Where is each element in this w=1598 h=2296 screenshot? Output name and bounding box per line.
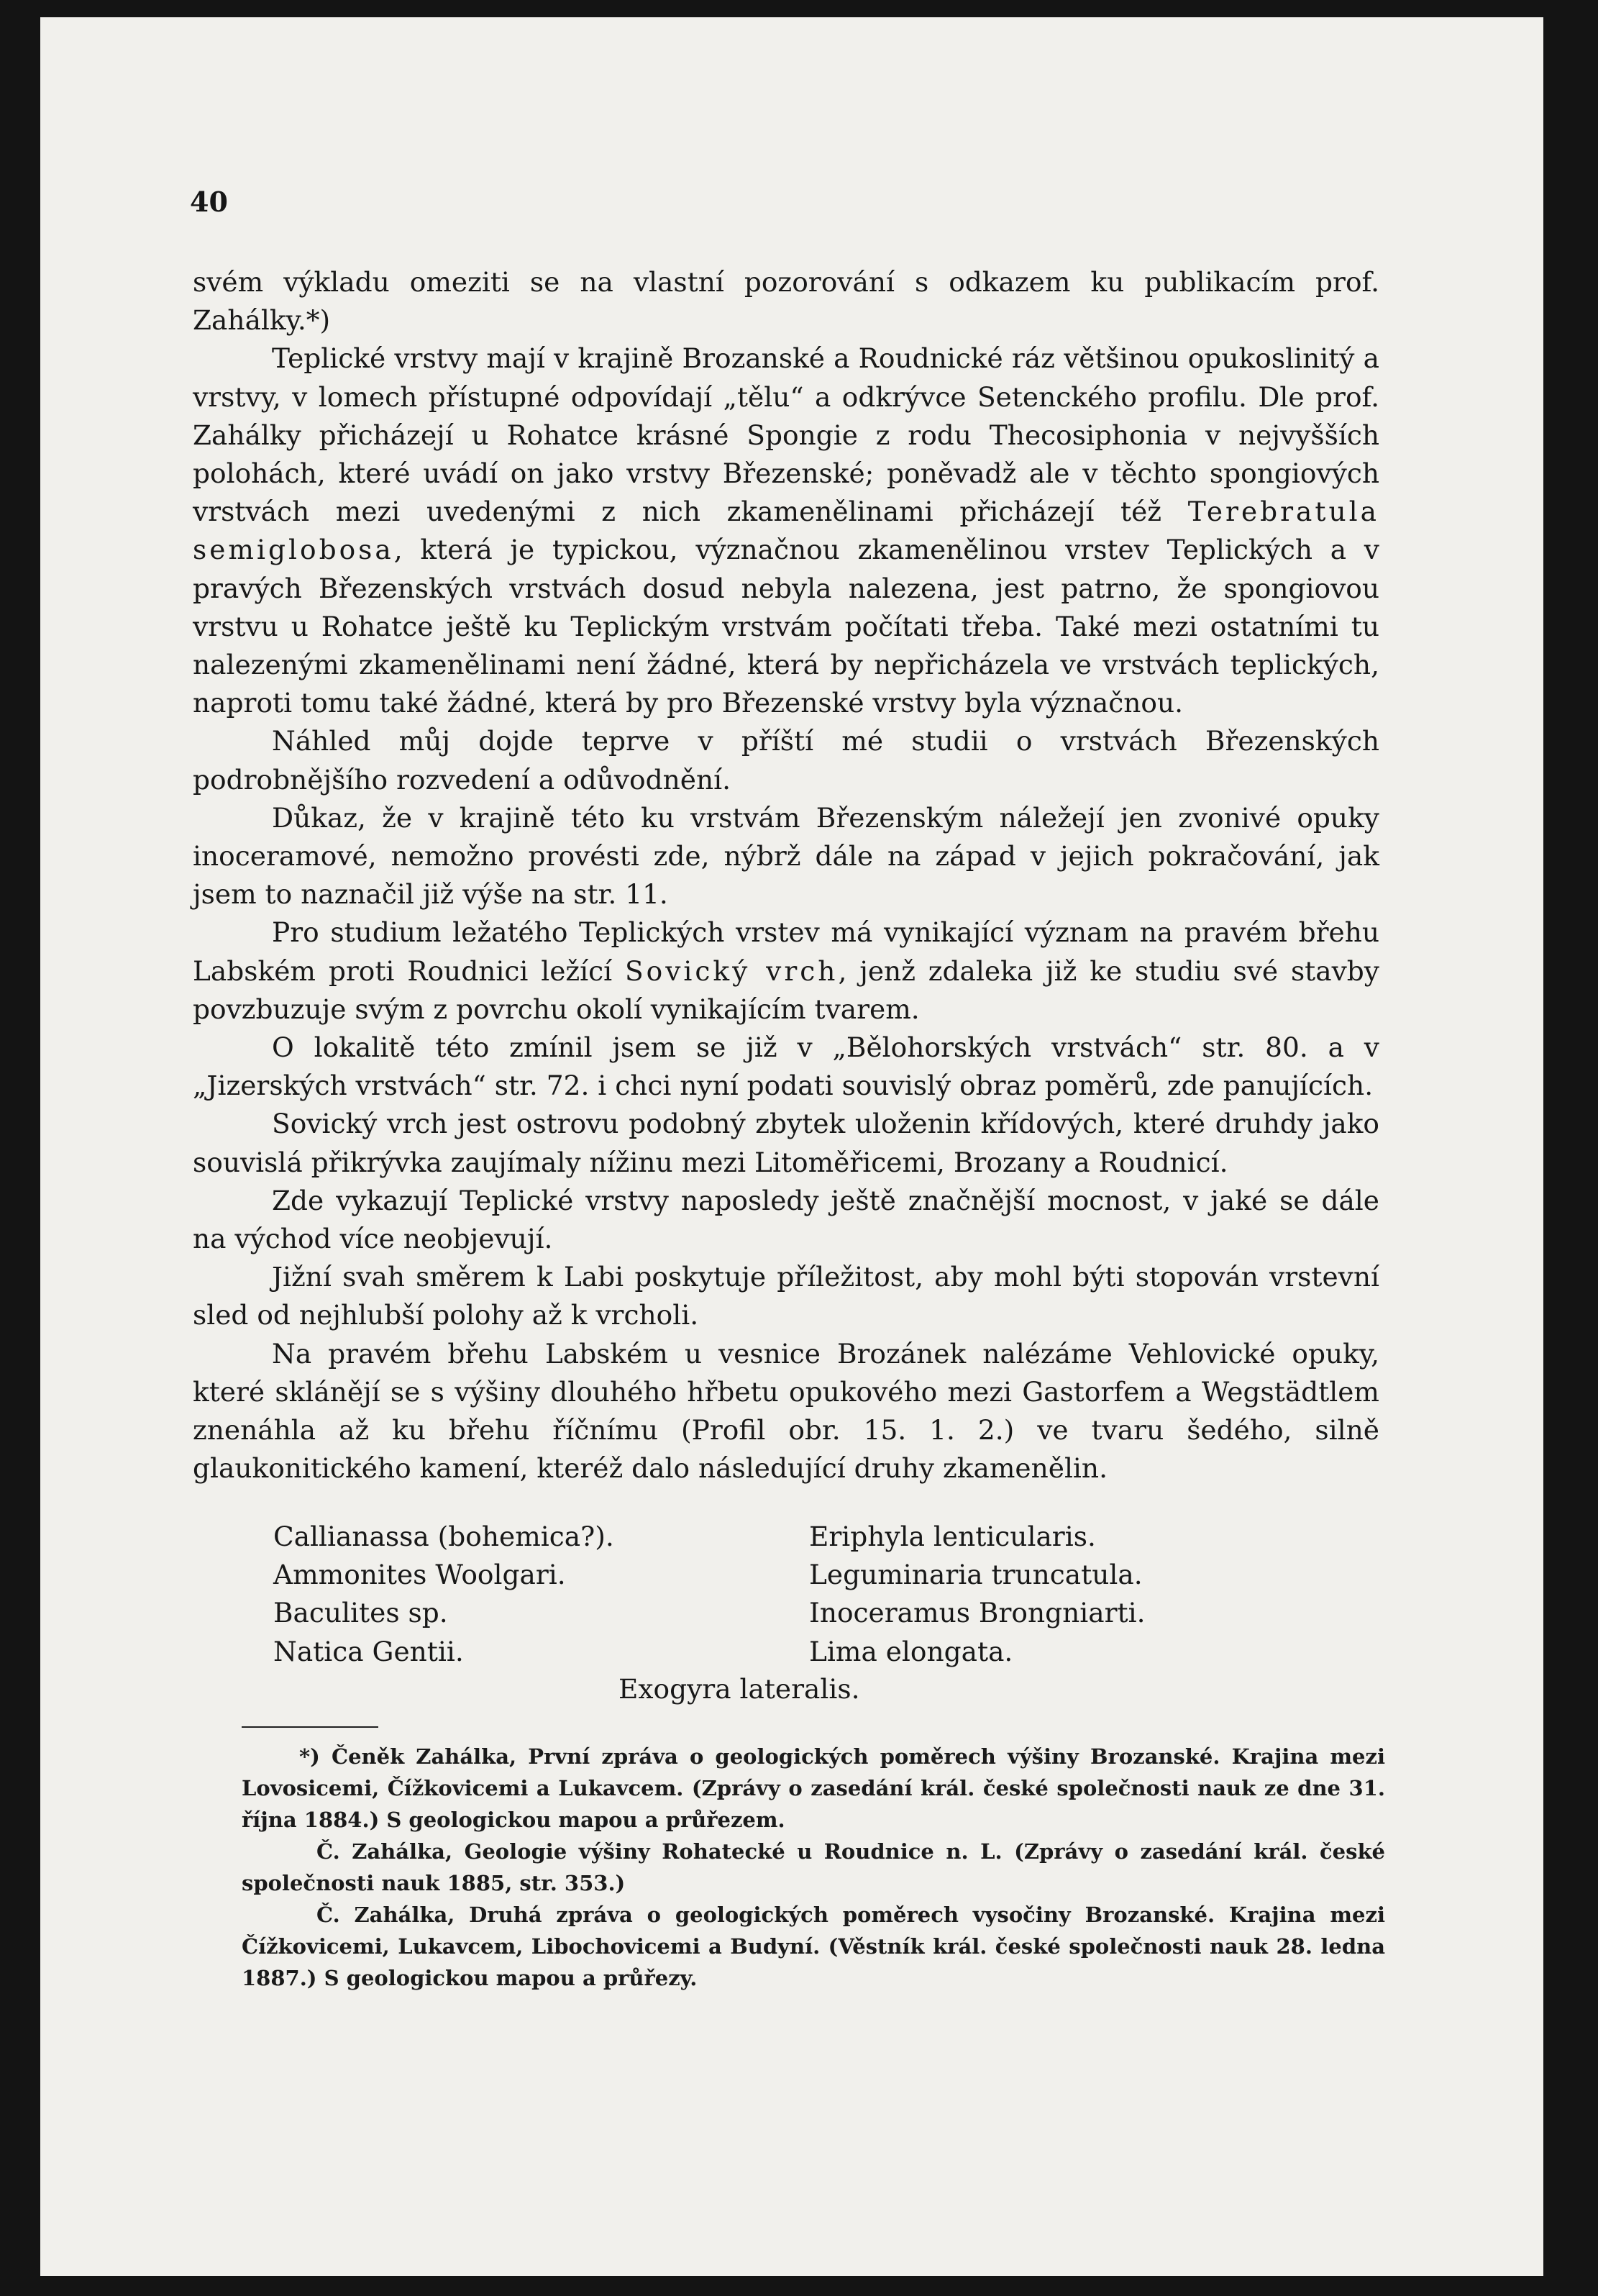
paragraph-text: Důkaz, že v krajině této ku vrstvám Březenským náležejí jen zvonivé opuky inoceramové, nemožno provésti zde, nýbrž dále na západ v jejich pokračování, jak jsem to naznačil již výše na str. 11.	[193, 801, 1379, 911]
fossil-item: Eriphyla lenticularis.	[809, 1521, 1096, 1552]
footnote-divider	[242, 1726, 378, 1728]
paragraph-text: O lokalitě této zmínil jsem se již v „Bělohorských vrstvách“ str. 80. a v „Jizerských vrstvách“ str. 72. i chci nyní podati souvislý obraz poměrů, zde panujících.	[193, 1031, 1379, 1102]
place-name: Sovický vrch	[624, 955, 839, 987]
fossil-item: Baculites sp.	[273, 1597, 448, 1629]
fossil-item-center: Exogyra lateralis.	[618, 1673, 860, 1705]
paragraph-text: Jižní svah směrem k Labi poskytuje příležitost, aby mohl býti stopován vrstevní sled od nejhlubší polohy až k vrcholi.	[193, 1261, 1379, 1331]
fossil-column-left	[273, 1518, 614, 1671]
fossil-item: Natica Gentii.	[273, 1635, 464, 1667]
fossil-item: Leguminaria truncatula.	[809, 1559, 1143, 1591]
fossil-item: Callianassa (bohemica?).	[273, 1521, 614, 1552]
footnote: *) Čeněk Zahálka, První zpráva o geologických poměrech výšiny Brozanské. Krajina mezi Lovosicemi, Čížkovicemi a Lukavcem. (Zprávy o zasedání král. české společnosti nauk ze dne 31. října 1884.) S geologickou mapou a průřezem.	[242, 1744, 1385, 1832]
species-name: Terebratula semiglobosa	[193, 496, 1379, 566]
fossil-item: Lima elongata.	[809, 1635, 1013, 1667]
fossil-item: Ammonites Woolgari.	[273, 1559, 566, 1591]
footnote: Č. Zahálka, Druhá zpráva o geologických poměrech vysočiny Brozanské. Krajina mezi Čížkovicemi, Lukavcem, Libochovicemi a Budyní. (Věstník král. české společnosti nauk 28. ledna 1887.) S geologickou mapou a průřezy.	[242, 1903, 1385, 1990]
body-text	[193, 263, 1379, 1488]
paragraph-text: Zde vykazují Teplické vrstvy naposledy ještě značnější mocnost, v jaké se dále na východ více neobjevují.	[193, 1184, 1379, 1255]
paragraph	[193, 722, 1379, 798]
fossil-column-right	[809, 1518, 1146, 1671]
paragraph	[193, 263, 1379, 340]
paragraph-text: , jenž zdaleka již ke studiu své stavby povzbuzuje svým z povrchu okolí vynikajícím tvarem.	[193, 955, 1379, 1025]
paragraph	[193, 1258, 1379, 1334]
paragraph	[193, 1029, 1379, 1105]
fossil-item: Inoceramus Brongniarti.	[809, 1597, 1146, 1629]
footnote: Č. Zahálka, Geologie výšiny Rohatecké u Roudnice n. L. (Zprávy o zasedání král. české společnosti nauk 1885, str. 353.)	[242, 1839, 1385, 1895]
paragraph-text: svém výkladu omeziti se na vlastní pozorování s odkazem ku publikacím prof. Zahálky.*)	[193, 266, 1379, 337]
paragraph	[193, 1335, 1379, 1488]
paragraph	[193, 799, 1379, 914]
paragraph-text: Náhled můj dojde teprve v příští mé studii o vrstvách Březenských podrobnějšího rozvedení a odůvodnění.	[193, 725, 1379, 796]
paragraph	[193, 1105, 1379, 1181]
footnotes	[242, 1741, 1385, 1994]
paragraph	[193, 340, 1379, 722]
page-number: 40	[190, 186, 228, 218]
paragraph-text: , která je typickou, význačnou zkamenělinou vrstev Teplických a v pravých Březenských vrstvách dosud nebyla nalezena, jest patrno, že spongiovou vrstvu u Rohatce ještě ku Teplickým vrstvám počítati třeba. Také mezi ostatními tu nalezenými zkamenělinami není žádné, která by nepřicházela ve vrstvách teplických, naproti tomu také žádné, která by pro Březenské vrstvy byla význačnou.	[193, 534, 1379, 719]
paragraph-text: Na pravém břehu Labském u vesnice Brozánek nalézáme Vehlovické opuky, které sklánějí se s výšiny dlouhého hřbetu opukového mezi Gastorfem a Wegstädtlem znenáhla až ku břehu říčnímu (Profil obr. 15. 1. 2.) ve tvaru šedého, silně glaukonitického kamení, kteréž dalo následující druhy zkamenělin.	[193, 1337, 1379, 1485]
paragraph-text: Pro studium ležatého Teplických vrstev má vynikající význam na pravém břehu Labském proti Roudnici ležící	[193, 916, 1379, 987]
paragraph	[193, 1182, 1379, 1258]
paragraph-text: Sovický vrch jest ostrovu podobný zbytek uloženin křídových, které druhdy jako souvislá přikrývka zaujímaly nížinu mezi Litoměřicemi, Brozany a Roudnicí.	[193, 1108, 1379, 1178]
paragraph	[193, 914, 1379, 1029]
paragraph-text: Teplické vrstvy mají v krajině Brozanské a Roudnické ráz většinou opukoslinitý a vrstvy, v lomech přístupné odpovídají „tělu“ a odkrývce Setenckého profilu. Dle prof. Zahálky přicházejí u Rohatce krásné Spongie z rodu Thecosiphonia v nejvyšších polohách, které uvádí on jako vrstvy Březenské; poněvadž ale v těchto spongiových vrstvách mezi uvedenými z nich zkamenělinami přicházejí též	[193, 342, 1379, 528]
